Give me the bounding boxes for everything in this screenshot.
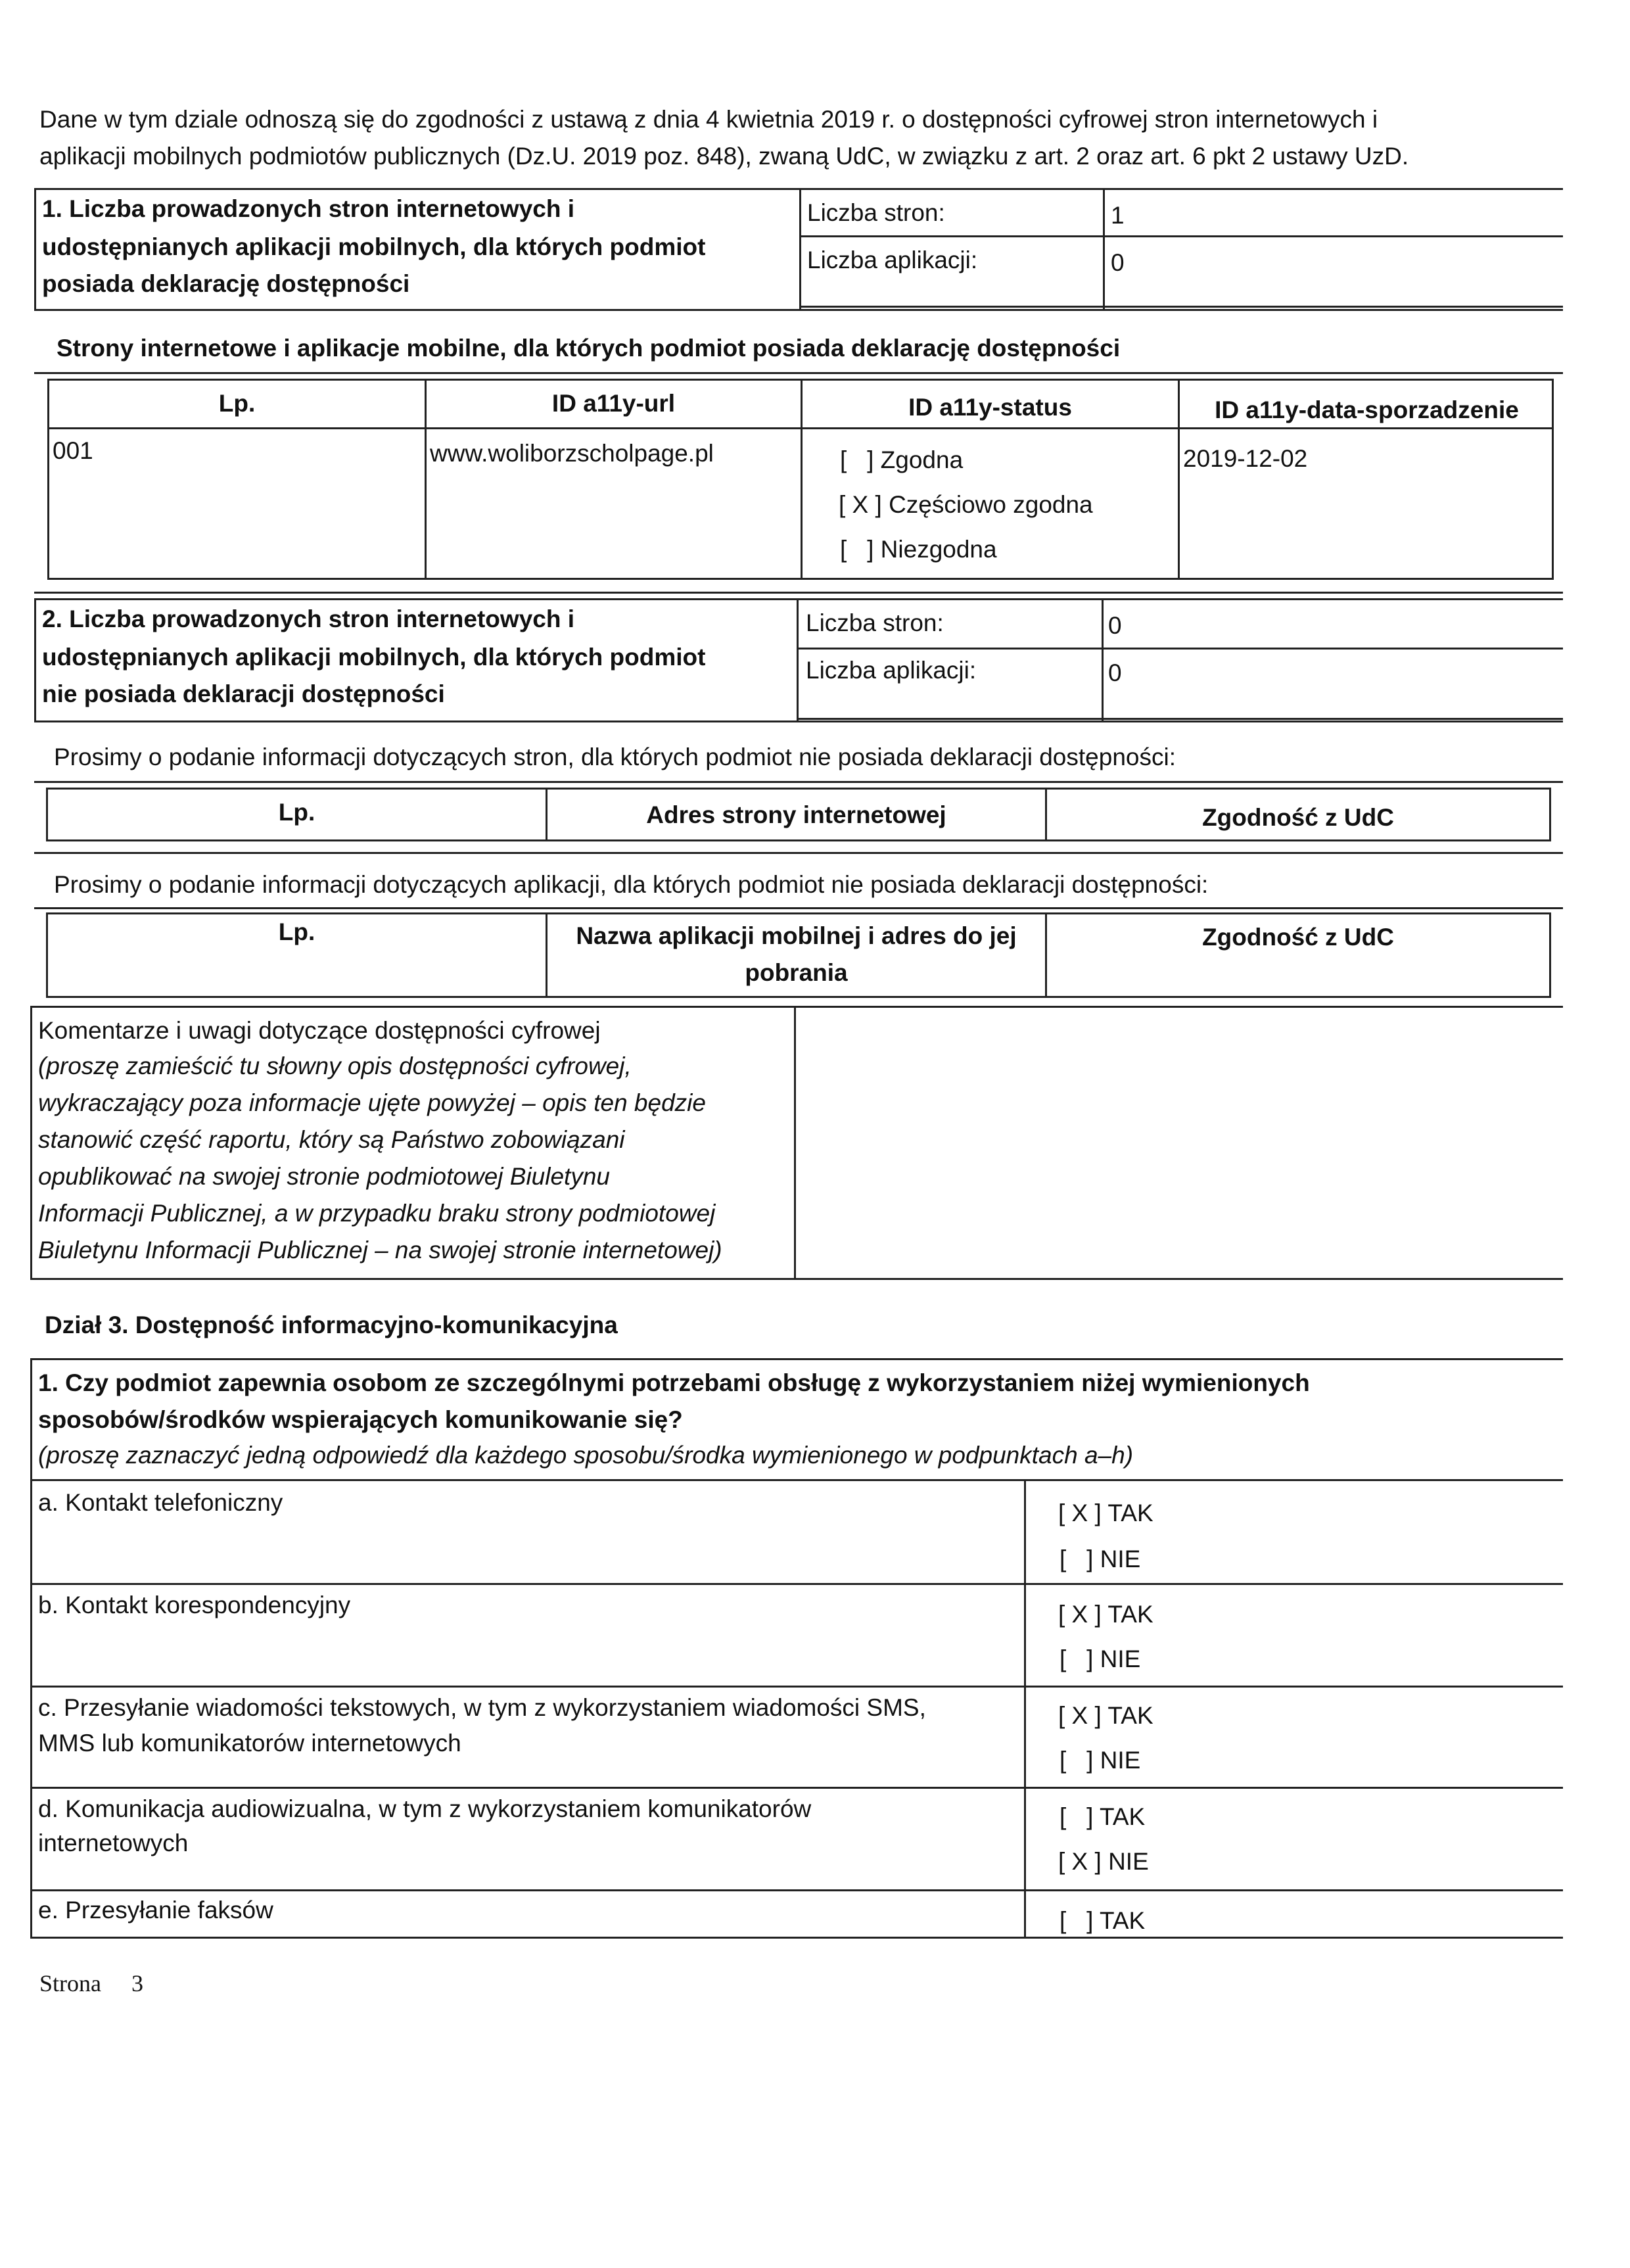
section1-apps-value: 0 (1111, 249, 1125, 276)
comments-note-1: (proszę zamieścić tu słowny opis dostępności cyfrowej, (38, 1052, 632, 1079)
apps-without-col-name-1: Nazwa aplikacji mobilnej i adres do jej (576, 922, 1017, 949)
sites-with-declaration-title: Strony internetowe i aplikacje mobilne, dla których podmiot posiada deklarację dostępności (57, 335, 1121, 362)
item-d-label-2: internetowych (38, 1830, 189, 1856)
item-b-nie[interactable]: [ ] NIE (1060, 1645, 1141, 1672)
item-d-tak[interactable]: [ ] TAK (1060, 1803, 1146, 1830)
col-lp-header: Lp. (218, 390, 256, 417)
item-c-tak[interactable]: [ X ] TAK (1058, 1702, 1153, 1729)
item-c-nie[interactable]: [ ] NIE (1060, 1747, 1141, 1774)
section2-pages-value: 0 (1108, 612, 1122, 639)
sites-without-prompt: Prosimy o podanie informacji dotyczących stron, dla których podmiot nie posiada deklaracji dostępności: (54, 744, 1176, 770)
section1-pages-value: 1 (1111, 202, 1125, 229)
intro-line-2: aplikacji mobilnych podmiotów publicznych (Dz.U. 2019 poz. 848), zwaną UdC, w związku z art. 2 oraz art. 6 pkt 2 ustawy UzD. (39, 143, 1409, 170)
row-date: 2019-12-02 (1183, 445, 1308, 472)
col-url-header: ID a11y-url (551, 390, 676, 417)
section1-title-2: udostępnianych aplikacji mobilnych, dla których podmiot (42, 233, 706, 260)
item-a-label: a. Kontakt telefoniczny (38, 1489, 283, 1516)
comments-label: Komentarze i uwagi dotyczące dostępności cyfrowej (38, 1017, 601, 1044)
section1-title-1: 1. Liczba prowadzonych stron internetowych i (42, 195, 575, 222)
apps-without-col-compliance: Zgodność z UdC (1202, 924, 1394, 951)
comments-note-5: Informacji Publicznej, a w przypadku braku strony podmiotowej (38, 1200, 716, 1227)
section1-apps-label: Liczba aplikacji: (807, 247, 978, 273)
apps-without-prompt: Prosimy o podanie informacji dotyczących aplikacji, dla których podmiot nie posiada deklaracji dostępności: (54, 871, 1209, 898)
section2-title-3: nie posiada deklaracji dostępności (42, 680, 445, 707)
item-e-tak[interactable]: [ ] TAK (1060, 1907, 1146, 1934)
comments-note-2: wykraczający poza informacje ujęte powyżej – opis ten będzie (38, 1089, 706, 1116)
status-option-niezgodna: [ ] Niezgodna (840, 536, 997, 563)
apps-without-col-lp: Lp. (278, 918, 315, 945)
item-e-label: e. Przesyłanie faksów (38, 1897, 273, 1924)
footer-label: Strona (39, 1970, 101, 1996)
comments-input-area[interactable] (808, 1016, 1558, 1273)
section1-pages-label: Liczba stron: (807, 199, 945, 226)
page-footer (39, 1970, 143, 1997)
col-date-header: ID a11y-data-sporzadzenie (1215, 396, 1519, 423)
item-c-label-2: MMS lub komunikatorów internetowych (38, 1730, 461, 1757)
item-b-tak[interactable]: [ X ] TAK (1058, 1601, 1153, 1628)
row-url: www.woliborzscholpage.pl (430, 440, 714, 467)
section2-apps-value: 0 (1108, 659, 1122, 686)
section2-title-2: udostępnianych aplikacji mobilnych, dla których podmiot (42, 644, 706, 671)
sites-without-col-lp: Lp. (278, 799, 315, 826)
dzial3-question-2: sposobów/środków wspierających komunikowanie się? (38, 1406, 683, 1433)
intro-line-1: Dane w tym dziale odnoszą się do zgodności z ustawą z dnia 4 kwietnia 2019 r. o dostępności cyfrowej stron internetowych i (39, 106, 1378, 133)
item-a-tak[interactable]: [ X ] TAK (1058, 1500, 1153, 1526)
apps-without-col-name-2: pobrania (745, 959, 848, 986)
comments-note-3: stanowić część raportu, który są Państwo zobowiązani (38, 1126, 625, 1153)
dzial3-question-note: (proszę zaznaczyć jedną odpowiedź dla każdego sposobu/środka wymienionego w podpunktach a–h) (38, 1442, 1134, 1469)
section2-apps-label: Liczba aplikacji: (806, 657, 977, 684)
sites-without-col-compliance: Zgodność z UdC (1202, 804, 1394, 831)
item-d-label-1: d. Komunikacja audiowizualna, w tym z wykorzystaniem komunikatorów (38, 1795, 812, 1822)
comments-note-6: Biuletynu Informacji Publicznej – na swojej stronie internetowej) (38, 1237, 722, 1264)
section2-pages-label: Liczba stron: (806, 609, 944, 636)
section2-title-1: 2. Liczba prowadzonych stron internetowych i (42, 605, 575, 632)
section1-title-3: posiada deklarację dostępności (42, 270, 410, 297)
item-c-label-1: c. Przesyłanie wiadomości tekstowych, w tym z wykorzystaniem wiadomości SMS, (38, 1694, 926, 1721)
comments-note-4: opublikować na swojej stronie podmiotowej Biuletynu (38, 1163, 610, 1190)
col-status-header: ID a11y-status (908, 394, 1072, 421)
status-option-zgodna: [ ] Zgodna (840, 446, 964, 473)
sites-without-col-address: Adres strony internetowej (646, 801, 946, 828)
status-option-czesciowo: [ X ] Częściowo zgodna (839, 491, 1093, 518)
item-d-nie[interactable]: [ X ] NIE (1058, 1848, 1149, 1875)
footer-page-number: 3 (131, 1970, 143, 1996)
dzial3-question-1: 1. Czy podmiot zapewnia osobom ze szczególnymi potrzebami obsługę z wykorzystaniem niżej wymienionych (38, 1369, 1310, 1396)
item-b-label: b. Kontakt korespondencyjny (38, 1592, 351, 1618)
row-lp: 001 (53, 437, 93, 464)
dzial3-title: Dział 3. Dostępność informacyjno-komunikacyjna (45, 1311, 618, 1338)
item-a-nie[interactable]: [ ] NIE (1060, 1546, 1141, 1572)
